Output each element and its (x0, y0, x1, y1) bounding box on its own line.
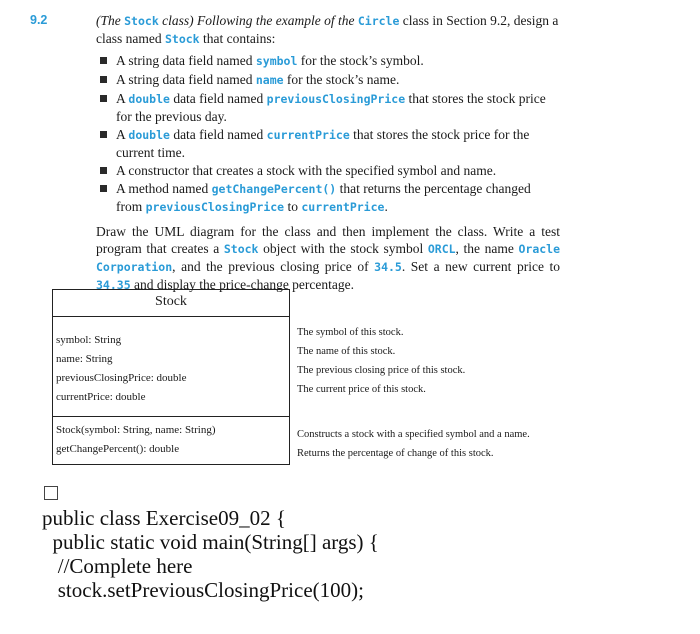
uml-class-name: Stock (53, 290, 289, 317)
checkbox[interactable] (44, 486, 58, 500)
problem-number: 9.2 (30, 13, 48, 27)
list-item: A double data field named previousClosingPrice that stores the stock price for the previous day. (116, 90, 560, 125)
code-line: //Complete here (42, 554, 193, 578)
uml-attribute-notes (297, 323, 465, 399)
uml-operation-notes (297, 425, 530, 463)
list-item: A string data field named name for the stock’s name. (116, 71, 560, 89)
requirements-list (96, 52, 560, 216)
list-item: A string data field named symbol for the stock’s symbol. (116, 52, 560, 70)
uml-class-diagram (52, 289, 290, 465)
uml-attribute: name: String (56, 353, 113, 365)
problem-statement (30, 12, 560, 294)
uml-note: The current price of this stock. (297, 384, 426, 395)
uml-operation: getChangePercent(): double (56, 443, 180, 455)
code-line: public static void main(String[] args) { (42, 530, 379, 554)
uml-attribute: symbol: String (56, 334, 122, 346)
code-line: public class Exercise09_02 { (42, 506, 286, 530)
list-item: A double data field named currentPrice that stores the stock price for the current time. (116, 126, 560, 161)
code-line: stock.setPreviousClosingPrice(100); (42, 578, 364, 602)
uml-note: Constructs a stock with a specified symbol and a name. (297, 429, 530, 440)
uml-attribute: previousClosingPrice: double (56, 372, 187, 384)
uml-attributes (53, 317, 289, 417)
task-description: Draw the UML diagram for the class and then implement the class. Write a test program that creates a Stock object with the stock symbol ORCL, the name Oracle Corporation, and the previous closing price of 34.5. Set a new current price to 34.35 and display the price-change percentage. (96, 224, 561, 292)
uml-note: The symbol of this stock. (297, 327, 404, 338)
uml-operation: Stock(symbol: String, name: String) (56, 424, 216, 436)
list-item: A constructor that creates a stock with the specified symbol and name. (116, 162, 560, 179)
code-block (42, 506, 379, 602)
list-item: A method named getChangePercent() that returns the percentage changed from previousClosingPrice to currentPrice. (116, 180, 560, 216)
uml-note: Returns the percentage of change of this stock. (297, 448, 494, 459)
uml-note: The previous closing price of this stock. (297, 365, 466, 376)
problem-intro: (The Stock class) Following the example of the Circle class in Section 9.2, design a class named Stock that contains: (96, 13, 559, 46)
uml-attribute: currentPrice: double (56, 391, 146, 403)
uml-note: The name of this stock. (297, 346, 396, 357)
uml-operations (53, 417, 289, 464)
